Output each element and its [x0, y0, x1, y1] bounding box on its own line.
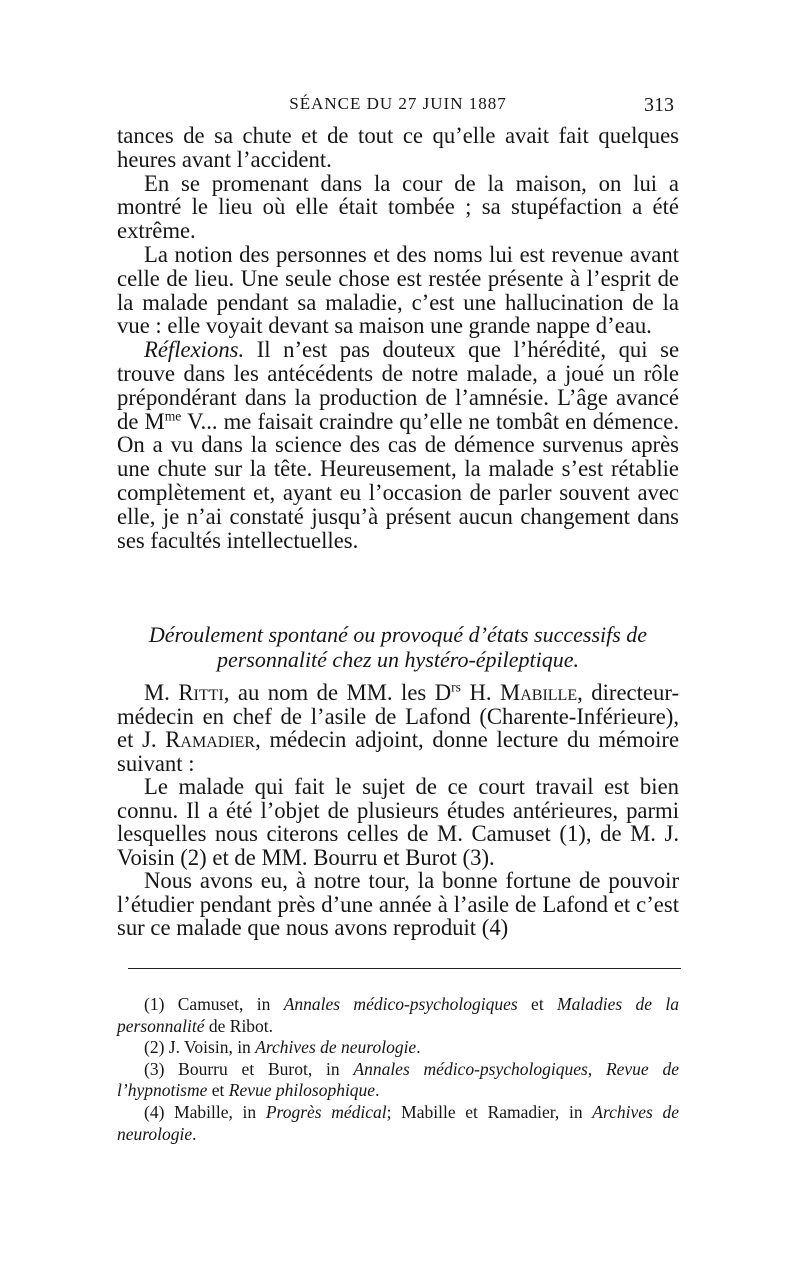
text-run: M. — [144, 680, 179, 705]
paragraph: En se promenant dans la cour de la maison, on lui a montré le lieu où elle était tombée ; sa stupéfaction a été extrême. — [117, 170, 679, 244]
running-head — [118, 94, 678, 120]
footnote-text: et — [207, 1080, 229, 1101]
paragraph — [117, 681, 679, 775]
running-title: SÉANCE DU 27 JUIN 1887 — [289, 94, 507, 113]
footnote-text: (3) Bourru et Burot, in — [144, 1058, 354, 1079]
footnote — [117, 1102, 679, 1145]
drs-sup: rs — [451, 679, 461, 695]
footnote-italic: Revue philosophique — [228, 1080, 376, 1101]
paragraph: Le malade qui fait le sujet de ce court travail est bien connu. Il a été l’objet de plusieurs études antérieures, parmi lesquelles nous citerons celles de M. Camuset (1), de M. J. Voisin (2) et de MM. Bourru et Burot (3). — [117, 774, 679, 870]
paragraph-reflexions — [117, 338, 679, 552]
footnote-text: et — [517, 994, 558, 1014]
footnote-text: (2) J. Voisin, in — [144, 1037, 256, 1058]
footnote-italic: Annales médico-psychologiques — [283, 994, 518, 1014]
mme-abbrev: M — [144, 408, 165, 434]
footnote — [117, 994, 679, 1037]
author-ritti: Ritti — [178, 680, 224, 705]
paragraph: La notion des personnes et des noms lui est revenue avant celle de lieu. Une seule chose est restée présente à l’esprit de la malade pendant sa maladie, c’est une hallucination de la vue : elle voyait devant sa maison une grande nappe d’eau. — [117, 241, 679, 339]
footnote-rule — [128, 968, 681, 969]
section-title — [117, 622, 679, 672]
footnote-text: (1) Camuset, in — [144, 994, 284, 1014]
footnote-text: . — [375, 1080, 380, 1101]
footnote-italic: Archives de neurologie — [255, 1037, 417, 1058]
footnote-text: ; Mabille et Ramadier, in — [386, 1101, 593, 1122]
paragraph: Nous avons eu, à notre tour, la bonne fortune de pouvoir l’étudier pendant près d’une année à l’asile de Lafond et c’est sur ce malade que nous avons reproduit (4) — [117, 868, 679, 940]
footnote-italic: Annales médico-psychologiques, Revue de l’hypnotisme — [117, 1058, 679, 1101]
footnote-italic: Progrès médical — [265, 1101, 387, 1122]
footnote-text: . — [192, 1123, 197, 1144]
paragraph: tances de sa chute et de tout ce qu’elle avait fait quelques heures avant l’accident. — [117, 123, 679, 172]
text-run: , directeur-médecin en chef de l’asile de Lafond (Charente-Inférieure), et J. — [117, 680, 679, 752]
text-run: , au nom de MM. les D — [223, 680, 452, 705]
section-title-line: personnalité chez un hystéro-épileptique. — [216, 647, 580, 672]
footnotes — [117, 994, 679, 1145]
author-ramadier: Ramadier — [165, 727, 256, 752]
paragraph-text: V... me faisait craindre qu’elle ne tombât en démence. On a vu dans la science des cas de démence survenus après une chute sur la tête. Heureusement, la malade s’est rétablie complètement et, ayant eu l’occasion de parler souvent avec elle, je n’ai constaté jusqu’à présent aucun changement dans ses facultés intellectuelles. — [117, 408, 679, 553]
page-number: 313 — [644, 94, 674, 116]
reflexions-label: Réflexions. — [144, 337, 245, 363]
footnote-text: . — [416, 1037, 421, 1058]
body-text — [117, 124, 679, 552]
footnote-italic: Maladies de la personnalité — [117, 994, 680, 1036]
section-title-line: Déroulement spontané ou provoqué d’états successifs de — [148, 622, 648, 647]
section-body — [117, 681, 679, 940]
text-run: H. — [460, 680, 501, 705]
footnote-text: de Ribot. — [204, 1015, 274, 1036]
footnote — [117, 1059, 679, 1102]
text-run: , médecin adjoint, donne lecture du mémoire suivant : — [117, 727, 680, 776]
footnote-text: (4) Mabille, in — [144, 1101, 266, 1122]
paragraph-text: Il n’est pas douteux que l’hérédité, qui se trouve dans les antécédents de notre malade, a joué un rôle prépondérant dans la production de l’amnésie. L’âge avancé de — [117, 337, 680, 434]
footnote-italic: Archives de neurologie — [117, 1101, 680, 1144]
mme-sup: me — [164, 408, 182, 423]
footnote — [117, 1037, 679, 1059]
author-mabille: Mabille — [500, 680, 578, 705]
